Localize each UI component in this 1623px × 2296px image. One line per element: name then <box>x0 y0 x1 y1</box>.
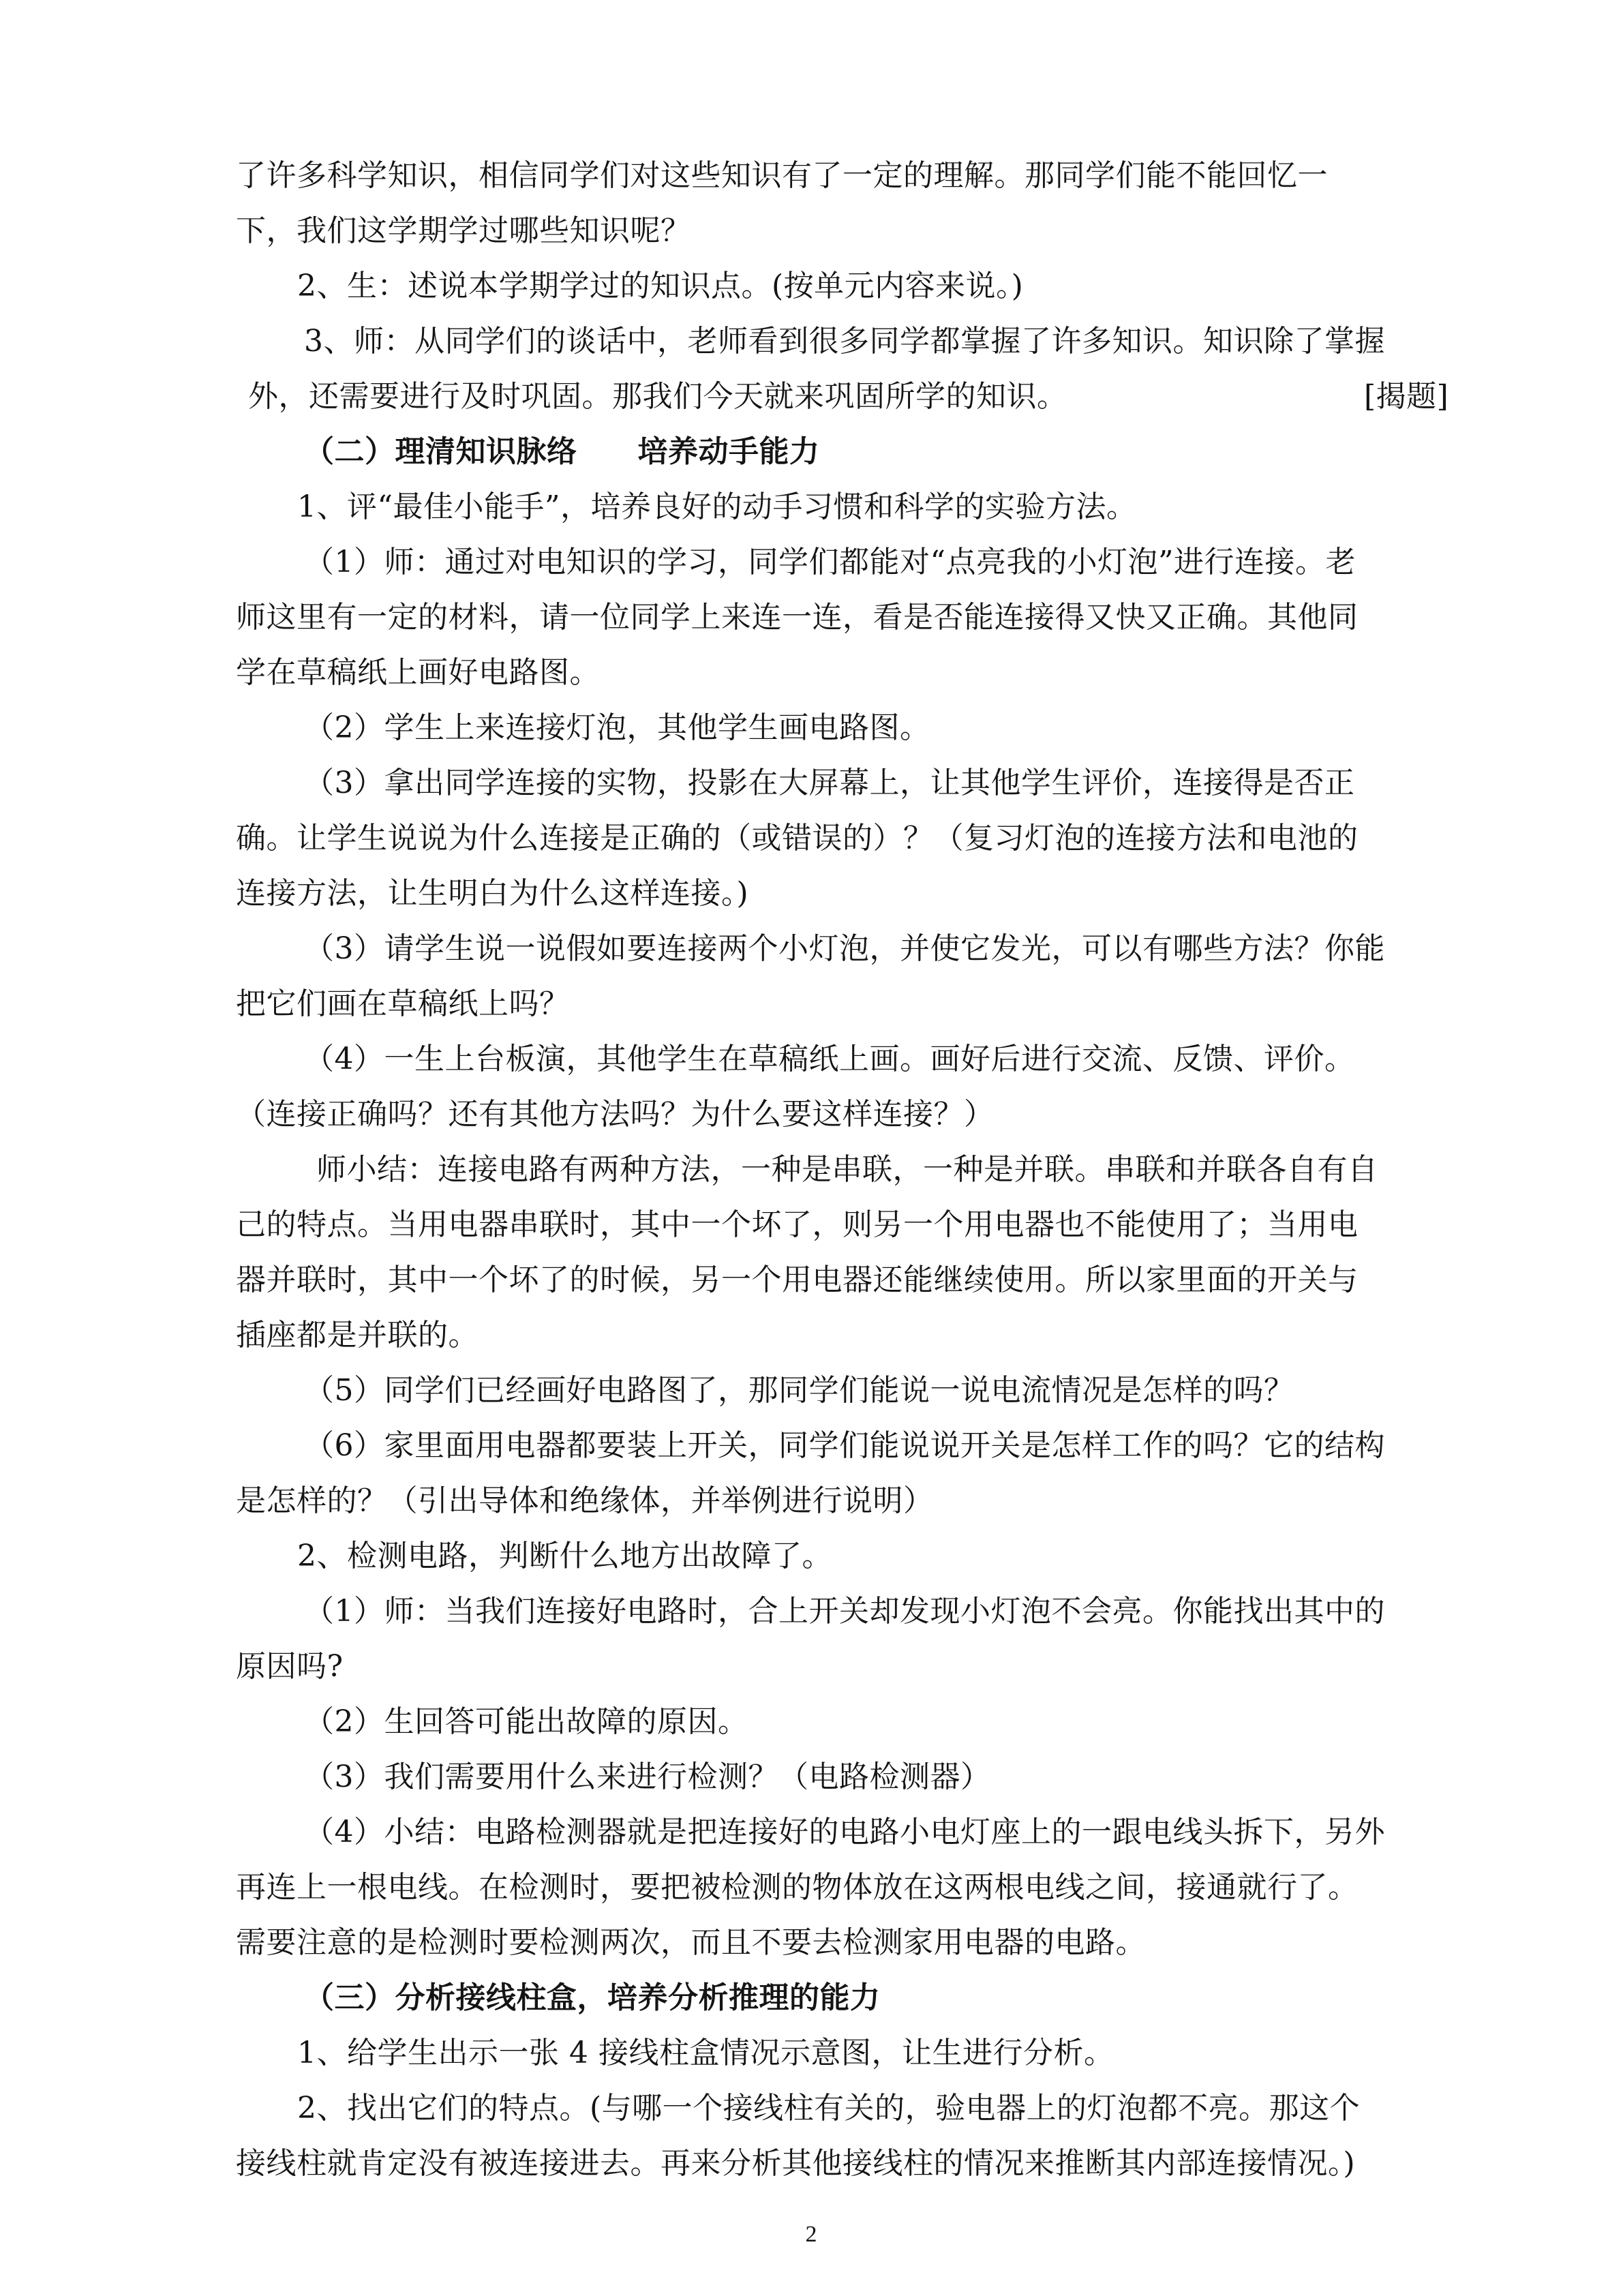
text-line: （2）生回答可能出故障的原因。 <box>304 1704 748 1739</box>
text-line: （连接正确吗？还有其他方法吗？为什么要这样连接？） <box>236 1097 995 1132</box>
text-line: 1、评“最佳小能手”，培养良好的动手习惯和科学的实验方法。 <box>297 489 1137 524</box>
text-line: （6）家里面用电器都要装上开关，同学们能说说开关是怎样工作的吗？它的结构 <box>304 1428 1385 1463</box>
text-line: （3）拿出同学连接的实物，投影在大屏幕上，让其他学生评价，连接得是否正 <box>304 766 1355 800</box>
text-line: 学在草稿纸上画好电路图。 <box>236 655 600 690</box>
text-line: 3、师：从同学们的谈话中，老师看到很多同学都掌握了许多知识。知识除了掌握 <box>304 324 1385 359</box>
text-line: 师这里有一定的材料，请一位同学上来连一连，看是否能连接得又快又正确。其他同 <box>236 600 1359 635</box>
text-line: 师小结：连接电路有两种方法，一种是串联，一种是并联。串联和并联各自有自 <box>316 1152 1378 1187</box>
text-line: 需要注意的是检测时要检测两次，而且不要去检测家用电器的电路。 <box>236 1925 1146 1960</box>
text-line: （1）师：当我们连接好电路时，合上开关却发现小灯泡不会亮。你能找出其中的 <box>304 1594 1385 1629</box>
section-heading: （三）分析接线柱盒，培养分析推理的能力 <box>304 1980 881 2015</box>
text-line: 2、检测电路，判断什么地方出故障了。 <box>297 1539 832 1573</box>
text-line: 插座都是并联的。 <box>236 1318 479 1353</box>
text-line: 外，还需要进行及时巩固。那我们今天就来巩固所学的知识。 <box>248 379 1067 414</box>
text-line: （2）学生上来连接灯泡，其他学生画电路图。 <box>304 710 930 745</box>
text-line: （5）同学们已经画好电路图了，那同学们能说一说电流情况是怎样的吗？ <box>304 1373 1294 1408</box>
text-line: 再连上一根电线。在检测时，要把被检测的物体放在这两根电线之间，接通就行了。 <box>236 1870 1359 1905</box>
page-number: 2 <box>805 2222 817 2247</box>
text-line: 了许多科学知识，相信同学们对这些知识有了一定的理解。那同学们能不能回忆一 <box>236 158 1328 193</box>
text-line: 1、给学生出示一张 4 接线柱盒情况示意图，让生进行分析。 <box>297 2036 1114 2070</box>
text-line: 下，我们这学期学过哪些知识呢？ <box>236 213 691 248</box>
text-line: 器并联时，其中一个坏了的时候，另一个用电器还能继续使用。所以家里面的开关与 <box>236 1263 1359 1297</box>
text-line: （4）小结：电路检测器就是把连接好的电路小电灯座上的一跟电线头拆下，另外 <box>304 1815 1385 1849</box>
text-line: 原因吗? <box>236 1649 344 1684</box>
section-heading: （二）理清知识脉络 培养动手能力 <box>304 434 820 469</box>
text-line: 连接方法，让生明白为什么这样连接。) <box>236 876 749 911</box>
text-line: （3）我们需要用什么来进行检测？（电路检测器） <box>304 1759 991 1794</box>
text-line: 2、找出它们的特点。(与哪一个接线柱有关的，验电器上的灯泡都不亮。那这个 <box>297 2091 1361 2126</box>
topic-reveal-tag: [揭题] <box>1364 379 1449 414</box>
text-line: 己的特点。当用电器串联时，其中一个坏了，则另一个用电器也不能使用了；当用电 <box>236 1207 1359 1242</box>
text-line: （4）一生上台板演，其他学生在草稿纸上画。画好后进行交流、反馈、评价。 <box>304 1042 1355 1076</box>
text-line: 确。让学生说说为什么连接是正确的（或错误的）？（复习灯泡的连接方法和电池的 <box>236 821 1359 856</box>
text-line: （3）请学生说一说假如要连接两个小灯泡，并使它发光，可以有哪些方法？你能 <box>304 931 1385 966</box>
text-line-with-tag <box>248 376 1475 417</box>
text-line: 是怎样的？（引出导体和绝缘体，并举例进行说明） <box>236 1483 934 1518</box>
text-line: 接线柱就肯定没有被连接进去。再来分析其他接线柱的情况来推断其内部连接情况。) <box>236 2146 1356 2181</box>
text-line: 2、生：述说本学期学过的知识点。(按单元内容来说。) <box>297 269 1024 303</box>
text-line: （1）师：通过对电知识的学习，同学们都能对“点亮我的小灯泡”进行连接。老 <box>304 545 1356 579</box>
text-line: 把它们画在草稿纸上吗？ <box>236 986 570 1021</box>
